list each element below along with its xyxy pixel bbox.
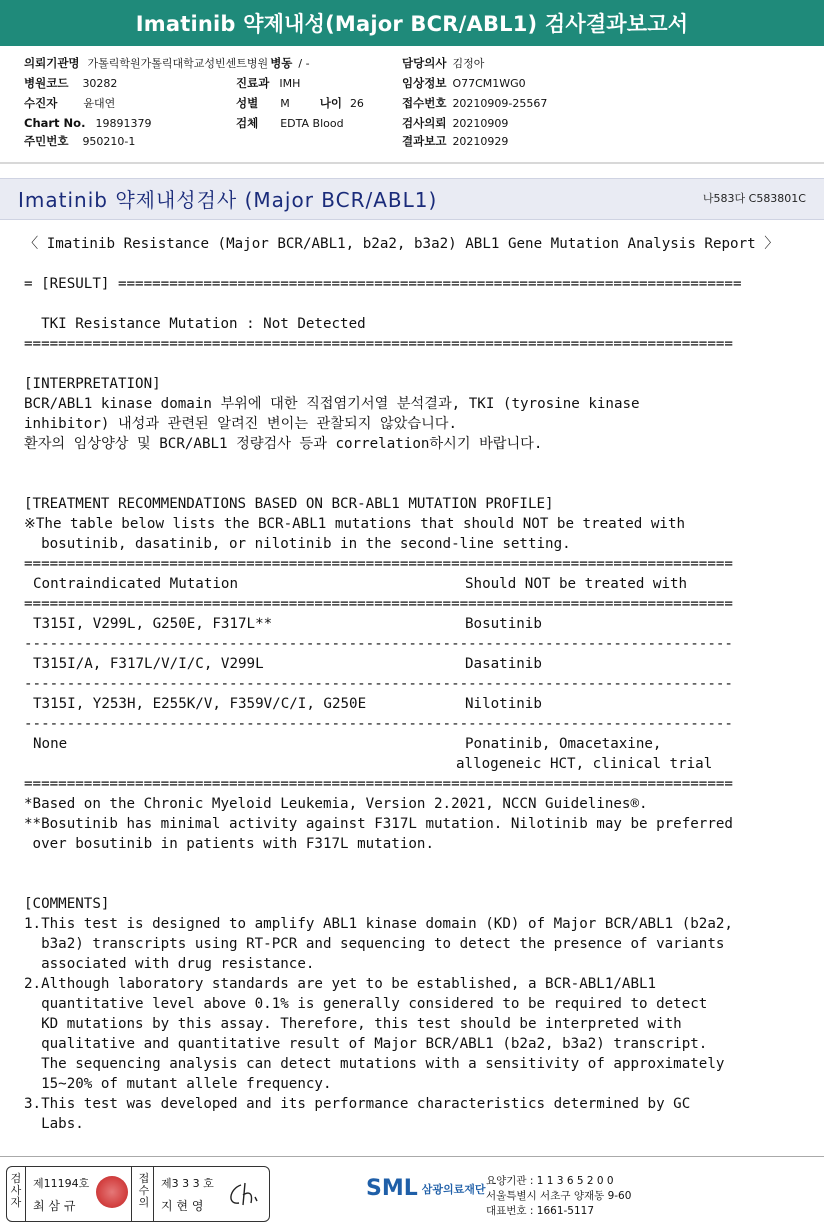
org-name: 삼광의료재단 <box>421 1182 486 1196</box>
note-line: The sequencing analysis can detect mutations with a sensitivity of approximately <box>24 1056 725 1072</box>
report-body <box>24 234 814 1134</box>
report-line: inhibitor) 내성과 관련된 알려진 변이는 관찰되지 않았습니다. <box>24 416 458 432</box>
dept-label: 진료과 <box>236 76 270 90</box>
report-line <box>24 454 814 474</box>
signer1-name: 최 삼 규 <box>33 1199 76 1213</box>
table-separator: ----------------------------------------------------------------------------------- <box>24 676 733 692</box>
ssn-label: 주민번호 <box>24 134 69 148</box>
specimen: EDTA Blood <box>280 116 344 130</box>
table-row <box>24 614 814 634</box>
section-title: Imatinib 약제내성검사 (Major BCR/ABL1) <box>18 188 438 212</box>
signer2-license: 제3 3 3 호 <box>161 1177 214 1190</box>
chart-label: Chart No. <box>24 116 86 130</box>
note-line: Labs. <box>24 1116 84 1132</box>
clinical: O77CM1WG0 <box>452 76 526 90</box>
note-line: KD mutations by this assay. Therefore, this test should be interpreted with <box>24 1016 682 1032</box>
note-line: 3.This test was developed and its performance characteristics determined by GC <box>24 1096 691 1112</box>
table-header <box>24 574 814 594</box>
table-row-continuation <box>24 754 814 774</box>
note-line: over bosutinib in patients with F317L mutation. <box>24 836 434 852</box>
report-label: 결과보고 <box>402 134 447 148</box>
signature-icon <box>223 1179 263 1209</box>
note-line: 2.Although laboratory standards are yet to be established, a BCR-ABL1/ABL1 <box>24 976 657 992</box>
table-row <box>24 694 814 714</box>
logo-mark: SML <box>366 1176 418 1201</box>
table-cell-mutation: T315I, Y253H, E255K/V, F359V/C/I, G250E <box>33 696 367 712</box>
note-line: associated with drug resistance. <box>24 956 315 972</box>
table-cell-drug: Nilotinib <box>465 696 542 712</box>
note-line: qualitative and quantitative result of Major BCR/ABL1 (b2a2, b3a2) transcript. <box>24 1036 708 1052</box>
note-line: 15~20% of mutant allele frequency. <box>24 1076 332 1092</box>
report-line: TKI Resistance Mutation : Not Detected <box>24 316 366 332</box>
org-logo <box>366 1176 486 1201</box>
table-separator: ----------------------------------------------------------------------------------- <box>24 636 733 652</box>
table-cell-empty <box>24 754 456 774</box>
table-cell-mutation: None <box>33 736 68 752</box>
table-separator: =================================================================================== <box>24 596 733 612</box>
sex-label: 성별 <box>236 96 259 110</box>
sex: M <box>280 96 290 110</box>
dept: IMH <box>279 76 301 90</box>
table-cell-drug: Bosutinib <box>465 616 542 632</box>
report-line: 환자의 임상양상 및 BCR/ABL1 정량검사 등과 correlation하시기 바랍니다. <box>24 436 543 452</box>
collector: 윤대연 <box>83 97 116 110</box>
seal-icon <box>96 1176 128 1208</box>
receipt-label: 접수번호 <box>402 96 447 110</box>
institution-label: 의뢰기관명 <box>24 56 80 70</box>
table-cell-drug: Dasatinib <box>465 656 542 672</box>
addr-line-3: 대표번호 : 1661-5117 <box>486 1205 595 1217</box>
doctor-label: 담당의사 <box>402 56 447 70</box>
report-line: = [RESULT] ========================================================================= <box>24 276 742 292</box>
divider <box>0 162 824 164</box>
request: 20210909 <box>452 116 509 130</box>
note-line: [COMMENTS] <box>24 896 110 912</box>
report-line: bosutinib, dasatinib, or nilotinib in the second-line setting. <box>24 536 571 552</box>
report-line: BCR/ABL1 kinase domain 부위에 대한 직접염기서열 분석결과, TKI (tyrosine kinase <box>24 396 640 412</box>
table-cell-drug: allogeneic HCT, clinical trial <box>456 756 713 772</box>
org-address <box>486 1174 631 1219</box>
ward: / - <box>298 56 310 70</box>
note-line: *Based on the Chronic Myeloid Leukemia, Version 2.2021, NCCN Guidelines®. <box>24 796 648 812</box>
table-separator: ----------------------------------------------------------------------------------- <box>24 716 733 732</box>
table-header-cell: Should NOT be treated with <box>465 576 688 592</box>
collector-label: 수진자 <box>24 96 58 110</box>
patient-info <box>0 54 824 154</box>
report-line: [INTERPRETATION] <box>24 376 161 392</box>
note-line: 1.This test is designed to amplify ABL1 kinase domain (KD) of Major BCR/ABL1 (b2a2, <box>24 916 733 932</box>
signer1-label: 검사자 <box>10 1172 22 1209</box>
table-cell-mutation: T315I/A, F317L/V/I/C, V299L <box>33 656 264 672</box>
report-line <box>24 474 814 494</box>
doctor: 김정아 <box>452 57 485 70</box>
ssn: 950210-1 <box>82 134 136 148</box>
receipt: 20210909-25567 <box>452 96 548 110</box>
report-title: Imatinib 약제내성(Major BCR/ABL1) 검사결과보고서 <box>0 0 824 46</box>
signature-box <box>6 1166 270 1222</box>
clinical-label: 임상정보 <box>402 76 447 90</box>
table-cell-mutation: T315I, V299L, G250E, F317L** <box>33 616 273 632</box>
request-label: 검사의뢰 <box>402 116 447 130</box>
signer2-label: 접수의 <box>138 1172 150 1209</box>
note-line <box>24 854 814 874</box>
note-line: b3a2) transcripts using RT-PCR and sequencing to detect the presence of variants <box>24 936 725 952</box>
table-cell-drug: Ponatinib, Omacetaxine, <box>465 736 662 752</box>
signer2-name: 지 현 영 <box>161 1199 204 1213</box>
table-separator: =================================================================================== <box>24 776 733 792</box>
age: 26 <box>349 96 364 110</box>
addr-line-1: 요양기관 : 1 1 3 6 5 2 0 0 <box>486 1175 614 1187</box>
report-line <box>24 254 814 274</box>
report-line <box>24 294 814 314</box>
table-header-cell: Contraindicated Mutation <box>33 576 238 592</box>
age-label: 나이 <box>319 96 342 110</box>
report-line <box>24 354 814 374</box>
note-line <box>24 874 814 894</box>
institution: 가톨릭학원가톨릭대학교성빈센트병원 <box>87 57 269 70</box>
hospital-code: 30282 <box>82 76 118 90</box>
report-line: =================================================================================== <box>24 556 733 572</box>
report-line: 〈 Imatinib Resistance (Major BCR/ABL1, b2a2, b3a2) ABL1 Gene Mutation Analysis Report 〉 <box>24 236 779 252</box>
specimen-label: 검체 <box>236 116 259 130</box>
signer1-license: 제11194호 <box>33 1177 90 1190</box>
table-row <box>24 734 814 754</box>
section-code: 나583다 C583801C <box>702 192 806 205</box>
report-line: ※The table below lists the BCR-ABL1 mutations that should NOT be treated with <box>24 516 686 532</box>
ward-label: 병동 <box>270 56 293 70</box>
report-line: =================================================================================== <box>24 336 733 352</box>
hospital-code-label: 병원코드 <box>24 76 69 90</box>
note-line: quantitative level above 0.1% is generally considered to be required to detect <box>24 996 708 1012</box>
report-line: [TREATMENT RECOMMENDATIONS BASED ON BCR-ABL1 MUTATION PROFILE] <box>24 496 554 512</box>
table-row <box>24 654 814 674</box>
report-date: 20210929 <box>452 134 509 148</box>
note-line: **Bosutinib has minimal activity against F317L mutation. Nilotinib may be preferred <box>24 816 733 832</box>
addr-line-2: 서울특별시 서초구 양재동 9-60 <box>486 1190 632 1202</box>
footer-divider <box>0 1156 824 1157</box>
chart: 19891379 <box>95 116 152 130</box>
